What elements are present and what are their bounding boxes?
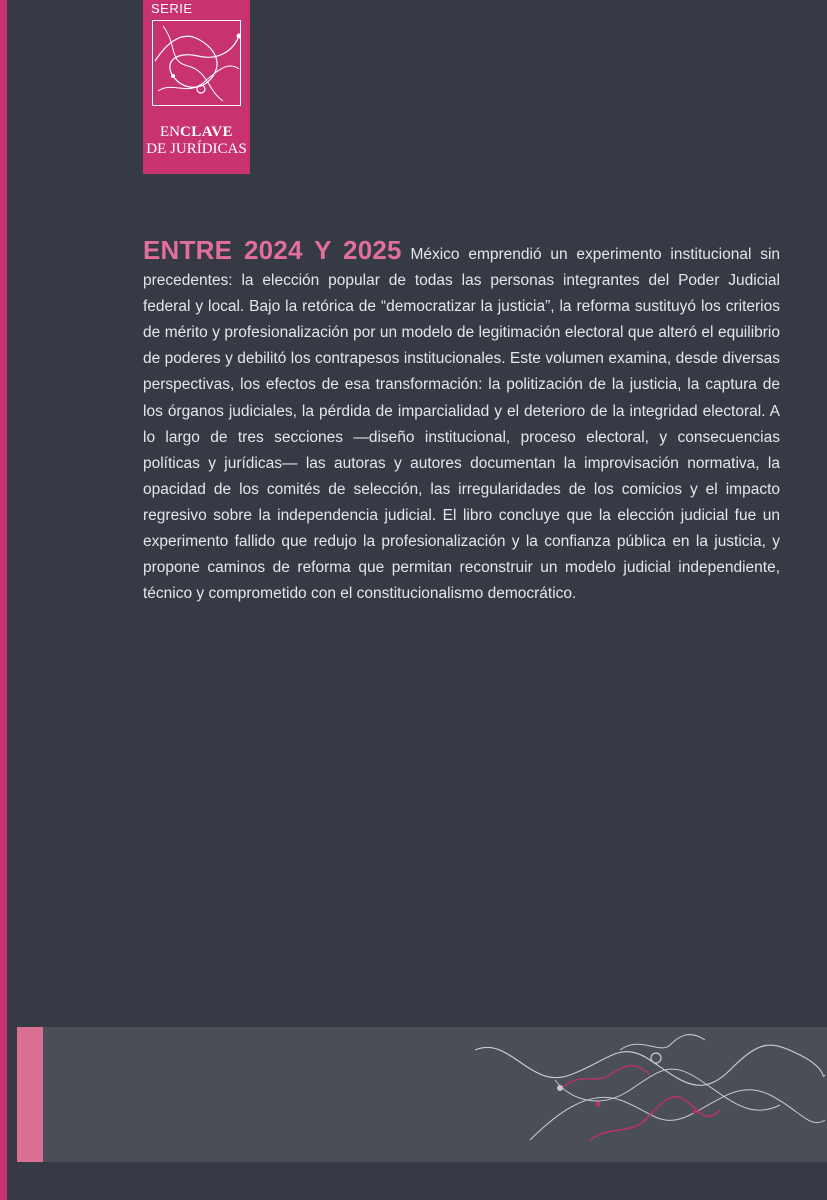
series-logo-art [152,20,241,106]
series-title-line1: ENCLAVE [159,124,234,140]
synopsis-lead: ENTRE 2024 Y 2025 [143,235,402,265]
tangled-lines-decoration-icon [470,1030,827,1160]
synopsis-body: México emprendió un experimento institucional sin precedentes: la elección popular de todas las personas integrantes del Poder Judicial federal y local. Bajo la retórica de “democratizar la justicia”, la reforma sustituyó los criterios de mérito y profesionalización por un modelo de legitimación electoral que alteró el equilibrio de poderes y debilitó los contrapesos institucionales. Este volumen examina, desde diversas perspectivas, los efectos de esa transformación: la politización de la justicia, la captura de los órganos judiciales, la pérdida de imparcialidad y el deterioro de la integridad electoral. A lo largo de tres secciones —diseño institucional, proceso electoral, y consecuencias políticas y jurídicas— las autoras y autores documentan la improvisación normativa, la opacidad de los comités de selección, las irregularidades de los comicios y el impacto regresivo sobre la independencia judicial. El libro concluye que la elección judicial fue un experimento fallido que redujo la profesionalización y la confianza pública en la justicia, y propone caminos de reforma que permitan reconstruir un modelo judicial independiente, técnico y comprometido con el constitucionalismo democrático. [143,246,781,603]
bottom-accent-bar [17,1027,43,1162]
tangled-line-icon [153,21,240,105]
series-badge [143,0,250,174]
series-label: SERIE [151,1,193,16]
synopsis-paragraph [143,237,780,607]
left-accent-stripe [0,0,7,1200]
series-title-line2: DE JURÍDICAS [146,141,247,157]
